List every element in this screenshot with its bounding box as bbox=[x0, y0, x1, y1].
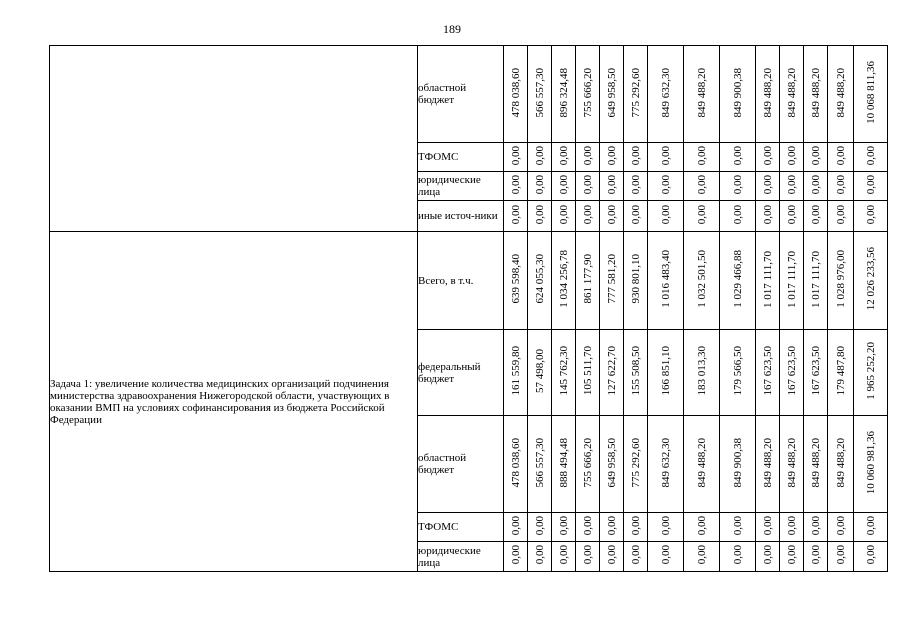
amount-value: 849 488,20 bbox=[695, 437, 708, 488]
amount-cell bbox=[854, 232, 888, 330]
amount-cell bbox=[504, 143, 528, 172]
amount-value: 0,00 bbox=[659, 204, 672, 225]
amount-cell bbox=[854, 201, 888, 232]
amount-value: 0,00 bbox=[834, 174, 847, 195]
amount-cell bbox=[528, 172, 552, 201]
amount-cell bbox=[780, 416, 804, 513]
amount-cell bbox=[720, 46, 756, 143]
amount-cell bbox=[552, 46, 576, 143]
amount-cell bbox=[720, 513, 756, 542]
amount-value: 0,00 bbox=[864, 174, 877, 195]
amount-value: 0,00 bbox=[659, 545, 672, 565]
amount-cell bbox=[552, 330, 576, 416]
amount-cell bbox=[780, 330, 804, 416]
amount-value: 0,00 bbox=[731, 515, 744, 536]
amount-cell bbox=[576, 542, 600, 572]
amount-cell bbox=[756, 542, 780, 572]
amount-value: 478 038,60 bbox=[509, 437, 522, 488]
amount-cell bbox=[756, 172, 780, 201]
amount-cell bbox=[600, 143, 624, 172]
amount-cell bbox=[576, 46, 600, 143]
amount-cell bbox=[600, 416, 624, 513]
funding-source-cell: иные источ-ники bbox=[418, 201, 504, 232]
amount-value: 167 623,50 bbox=[761, 346, 774, 396]
amount-cell bbox=[552, 232, 576, 330]
amount-cell bbox=[504, 232, 528, 330]
amount-cell bbox=[756, 201, 780, 232]
amount-cell bbox=[780, 542, 804, 572]
amount-value: 777 581,20 bbox=[605, 254, 618, 304]
amount-value: 0,00 bbox=[629, 174, 642, 195]
amount-cell bbox=[576, 232, 600, 330]
amount-cell bbox=[684, 232, 720, 330]
amount-value: 0,00 bbox=[581, 204, 594, 225]
funding-source-cell: федеральный бюджет bbox=[418, 330, 504, 416]
amount-value: 167 623,50 bbox=[785, 346, 798, 396]
amount-cell bbox=[552, 416, 576, 513]
amount-cell bbox=[828, 330, 854, 416]
amount-cell bbox=[684, 416, 720, 513]
amount-cell bbox=[552, 201, 576, 232]
amount-value: 0,00 bbox=[581, 174, 594, 195]
amount-cell bbox=[684, 46, 720, 143]
amount-cell bbox=[854, 513, 888, 542]
amount-value: 755 666,20 bbox=[581, 437, 594, 488]
amount-value: 166 851,10 bbox=[659, 346, 672, 396]
amount-value: 10 068 811,36 bbox=[864, 61, 877, 124]
amount-value: 0,00 bbox=[785, 515, 798, 536]
amount-cell bbox=[780, 46, 804, 143]
amount-value: 0,00 bbox=[629, 545, 642, 565]
funding-source-cell: ТФОМС bbox=[418, 143, 504, 172]
amount-value: 0,00 bbox=[557, 174, 570, 195]
amount-cell bbox=[576, 143, 600, 172]
funding-source-cell: юридические лица bbox=[418, 172, 504, 201]
amount-value: 566 557,30 bbox=[533, 67, 546, 118]
amount-value: 0,00 bbox=[731, 545, 744, 565]
table-row bbox=[50, 232, 888, 330]
amount-value: 0,00 bbox=[581, 545, 594, 565]
amount-cell bbox=[576, 201, 600, 232]
amount-cell bbox=[600, 172, 624, 201]
amount-value: 849 488,20 bbox=[761, 437, 774, 488]
amount-cell bbox=[504, 46, 528, 143]
amount-cell bbox=[854, 542, 888, 572]
amount-value: 0,00 bbox=[695, 145, 708, 166]
amount-value: 1 017 111,70 bbox=[785, 250, 798, 308]
amount-value: 1 032 501,50 bbox=[695, 250, 708, 308]
amount-value: 0,00 bbox=[785, 145, 798, 166]
amount-cell bbox=[804, 330, 828, 416]
amount-cell bbox=[624, 513, 648, 542]
amount-value: 849 488,20 bbox=[834, 437, 847, 488]
table-row bbox=[50, 46, 888, 143]
amount-cell bbox=[504, 330, 528, 416]
amount-cell bbox=[648, 330, 684, 416]
amount-value: 0,00 bbox=[834, 145, 847, 166]
amount-value: 775 292,60 bbox=[629, 67, 642, 118]
amount-cell bbox=[528, 542, 552, 572]
blank-task-cell bbox=[50, 46, 418, 232]
amount-cell bbox=[828, 416, 854, 513]
amount-cell bbox=[780, 143, 804, 172]
amount-value: 0,00 bbox=[695, 174, 708, 195]
amount-cell bbox=[854, 172, 888, 201]
amount-cell bbox=[828, 143, 854, 172]
amount-value: 0,00 bbox=[834, 204, 847, 225]
amount-cell bbox=[648, 201, 684, 232]
task-description-cell: Задача 1: увеличение количества медицинских организаций подчинения министерства здравоохранения Нижегородской области, участвующих в оказании ВМП на условиях софинансирования из бюджета Российской Федерации bbox=[50, 232, 418, 572]
amount-value: 1 029 466,88 bbox=[731, 250, 744, 308]
amount-cell bbox=[552, 513, 576, 542]
amount-cell bbox=[756, 232, 780, 330]
amount-value: 0,00 bbox=[695, 204, 708, 225]
amount-cell bbox=[528, 201, 552, 232]
amount-cell bbox=[648, 232, 684, 330]
amount-cell bbox=[854, 416, 888, 513]
amount-value: 0,00 bbox=[605, 515, 618, 536]
amount-cell bbox=[804, 46, 828, 143]
amount-value: 0,00 bbox=[605, 145, 618, 166]
amount-cell bbox=[756, 513, 780, 542]
funding-source-cell: областной бюджет bbox=[418, 416, 504, 513]
amount-cell bbox=[780, 201, 804, 232]
amount-cell bbox=[828, 232, 854, 330]
amount-value: 0,00 bbox=[785, 204, 798, 225]
amount-cell bbox=[624, 330, 648, 416]
amount-value: 0,00 bbox=[834, 545, 847, 565]
amount-cell bbox=[504, 542, 528, 572]
amount-value: 0,00 bbox=[864, 545, 877, 565]
amount-cell bbox=[828, 513, 854, 542]
amount-cell bbox=[854, 330, 888, 416]
amount-cell bbox=[720, 416, 756, 513]
amount-value: 930 801,10 bbox=[629, 254, 642, 304]
amount-value: 0,00 bbox=[659, 174, 672, 195]
amount-cell bbox=[720, 330, 756, 416]
amount-cell bbox=[528, 143, 552, 172]
amount-cell bbox=[624, 232, 648, 330]
funding-source-cell: областной бюджет bbox=[418, 46, 504, 143]
amount-value: 1 016 483,40 bbox=[659, 250, 672, 308]
amount-value: 1 034 256,78 bbox=[557, 250, 570, 308]
amount-value: 1 028 976,00 bbox=[834, 250, 847, 308]
amount-value: 0,00 bbox=[533, 515, 546, 536]
amount-cell bbox=[684, 143, 720, 172]
amount-value: 888 494,48 bbox=[557, 437, 570, 488]
amount-value: 0,00 bbox=[761, 515, 774, 536]
amount-value: 1 017 111,70 bbox=[761, 250, 774, 308]
amount-value: 0,00 bbox=[731, 174, 744, 195]
amount-cell bbox=[576, 513, 600, 542]
amount-value: 0,00 bbox=[864, 204, 877, 225]
amount-value: 755 666,20 bbox=[581, 67, 594, 118]
amount-cell bbox=[528, 46, 552, 143]
amount-cell bbox=[756, 46, 780, 143]
amount-value: 0,00 bbox=[761, 545, 774, 565]
amount-cell bbox=[720, 172, 756, 201]
amount-value: 861 177,90 bbox=[581, 254, 594, 304]
amount-cell bbox=[804, 416, 828, 513]
amount-cell bbox=[504, 416, 528, 513]
amount-value: 0,00 bbox=[695, 515, 708, 536]
amount-value: 0,00 bbox=[509, 515, 522, 536]
amount-value: 0,00 bbox=[533, 174, 546, 195]
amount-value: 10 060 981,36 bbox=[864, 430, 877, 495]
amount-value: 0,00 bbox=[557, 545, 570, 565]
amount-value: 179 566,50 bbox=[731, 346, 744, 396]
amount-value: 0,00 bbox=[809, 174, 822, 195]
amount-cell bbox=[804, 172, 828, 201]
amount-cell bbox=[648, 513, 684, 542]
amount-cell bbox=[804, 513, 828, 542]
amount-value: 179 487,80 bbox=[834, 346, 847, 396]
amount-value: 0,00 bbox=[785, 545, 798, 565]
amount-cell bbox=[576, 330, 600, 416]
amount-value: 849 488,20 bbox=[809, 67, 822, 118]
amount-cell bbox=[804, 542, 828, 572]
amount-cell bbox=[854, 46, 888, 143]
amount-value: 161 559,80 bbox=[509, 346, 522, 396]
amount-value: 0,00 bbox=[557, 145, 570, 166]
amount-cell bbox=[684, 330, 720, 416]
amount-value: 649 958,50 bbox=[605, 437, 618, 488]
amount-value: 57 498,00 bbox=[533, 349, 546, 393]
amount-cell bbox=[600, 330, 624, 416]
amount-cell bbox=[504, 513, 528, 542]
amount-cell bbox=[720, 232, 756, 330]
amount-value: 649 958,50 bbox=[605, 67, 618, 118]
amount-cell bbox=[624, 172, 648, 201]
amount-value: 0,00 bbox=[864, 145, 877, 166]
amount-cell bbox=[600, 232, 624, 330]
amount-cell bbox=[720, 542, 756, 572]
amount-value: 0,00 bbox=[581, 515, 594, 536]
amount-value: 0,00 bbox=[509, 204, 522, 225]
amount-value: 1 017 111,70 bbox=[809, 250, 822, 308]
page-number: 189 bbox=[443, 22, 461, 36]
amount-cell bbox=[552, 143, 576, 172]
amount-cell bbox=[648, 46, 684, 143]
amount-value: 849 488,20 bbox=[761, 67, 774, 118]
amount-cell bbox=[648, 143, 684, 172]
amount-value: 0,00 bbox=[731, 204, 744, 225]
amount-cell bbox=[720, 143, 756, 172]
amount-value: 0,00 bbox=[659, 145, 672, 166]
amount-cell bbox=[828, 172, 854, 201]
amount-cell bbox=[504, 172, 528, 201]
amount-value: 167 623,50 bbox=[809, 346, 822, 396]
amount-cell bbox=[624, 46, 648, 143]
amount-cell bbox=[600, 542, 624, 572]
amount-cell bbox=[756, 330, 780, 416]
amount-cell bbox=[624, 542, 648, 572]
amount-cell bbox=[684, 513, 720, 542]
amount-value: 849 900,38 bbox=[731, 437, 744, 488]
funding-source-cell: Всего, в т.ч. bbox=[418, 232, 504, 330]
amount-cell bbox=[720, 201, 756, 232]
amount-cell bbox=[804, 201, 828, 232]
amount-value: 0,00 bbox=[761, 174, 774, 195]
amount-value: 0,00 bbox=[629, 515, 642, 536]
amount-value: 0,00 bbox=[533, 545, 546, 565]
amount-value: 849 632,30 bbox=[659, 437, 672, 488]
amount-value: 0,00 bbox=[557, 515, 570, 536]
amount-value: 105 511,70 bbox=[581, 346, 594, 396]
amount-cell bbox=[756, 143, 780, 172]
amount-cell bbox=[828, 46, 854, 143]
funding-source-cell: юридические лица bbox=[418, 542, 504, 572]
amount-cell bbox=[780, 513, 804, 542]
amount-value: 0,00 bbox=[581, 145, 594, 166]
amount-value: 849 900,38 bbox=[731, 67, 744, 118]
amount-value: 0,00 bbox=[761, 145, 774, 166]
amount-cell bbox=[804, 143, 828, 172]
amount-value: 0,00 bbox=[509, 145, 522, 166]
amount-cell bbox=[504, 201, 528, 232]
amount-value: 127 622,70 bbox=[605, 346, 618, 396]
amount-cell bbox=[552, 542, 576, 572]
amount-value: 0,00 bbox=[605, 174, 618, 195]
amount-cell bbox=[648, 172, 684, 201]
amount-value: 639 598,40 bbox=[509, 254, 522, 304]
amount-value: 0,00 bbox=[533, 145, 546, 166]
amount-value: 0,00 bbox=[557, 204, 570, 225]
amount-value: 849 632,30 bbox=[659, 67, 672, 118]
amount-cell bbox=[804, 232, 828, 330]
amount-cell bbox=[576, 416, 600, 513]
amount-cell bbox=[756, 416, 780, 513]
amount-value: 849 488,20 bbox=[785, 437, 798, 488]
amount-cell bbox=[648, 542, 684, 572]
amount-cell bbox=[684, 542, 720, 572]
amount-value: 849 488,20 bbox=[695, 67, 708, 118]
amount-value: 0,00 bbox=[761, 204, 774, 225]
amount-value: 0,00 bbox=[695, 545, 708, 565]
amount-cell bbox=[624, 416, 648, 513]
amount-value: 0,00 bbox=[629, 204, 642, 225]
amount-value: 775 292,60 bbox=[629, 437, 642, 488]
amount-value: 849 488,20 bbox=[785, 67, 798, 118]
amount-value: 849 488,20 bbox=[809, 437, 822, 488]
amount-value: 0,00 bbox=[509, 545, 522, 565]
amount-value: 0,00 bbox=[809, 545, 822, 565]
amount-value: 0,00 bbox=[659, 515, 672, 536]
amount-cell bbox=[780, 232, 804, 330]
amount-value: 0,00 bbox=[509, 174, 522, 195]
amount-value: 0,00 bbox=[605, 545, 618, 565]
amount-cell bbox=[528, 232, 552, 330]
amount-value: 896 324,48 bbox=[557, 67, 570, 118]
amount-value: 0,00 bbox=[533, 204, 546, 225]
amount-value: 0,00 bbox=[605, 204, 618, 225]
amount-value: 849 488,20 bbox=[834, 67, 847, 118]
amount-cell bbox=[684, 201, 720, 232]
amount-cell bbox=[600, 46, 624, 143]
amount-value: 0,00 bbox=[809, 515, 822, 536]
amount-cell bbox=[854, 143, 888, 172]
amount-value: 1 965 252,20 bbox=[864, 342, 877, 400]
amount-cell bbox=[828, 542, 854, 572]
amount-value: 566 557,30 bbox=[533, 437, 546, 488]
amount-cell bbox=[780, 172, 804, 201]
amount-value: 145 762,30 bbox=[557, 346, 570, 396]
budget-table bbox=[49, 45, 888, 572]
amount-cell bbox=[576, 172, 600, 201]
funding-source-cell: ТФОМС bbox=[418, 513, 504, 542]
amount-value: 0,00 bbox=[629, 145, 642, 166]
amount-cell bbox=[528, 330, 552, 416]
amount-value: 0,00 bbox=[809, 204, 822, 225]
amount-cell bbox=[684, 172, 720, 201]
amount-cell bbox=[528, 416, 552, 513]
amount-value: 478 038,60 bbox=[509, 67, 522, 118]
amount-value: 0,00 bbox=[785, 174, 798, 195]
amount-value: 624 055,30 bbox=[533, 254, 546, 304]
amount-cell bbox=[552, 172, 576, 201]
amount-value: 0,00 bbox=[731, 145, 744, 166]
amount-cell bbox=[624, 143, 648, 172]
amount-cell bbox=[624, 201, 648, 232]
amount-value: 12 026 233,56 bbox=[864, 247, 877, 311]
amount-value: 0,00 bbox=[864, 515, 877, 536]
amount-cell bbox=[828, 201, 854, 232]
amount-cell bbox=[600, 201, 624, 232]
amount-value: 155 508,50 bbox=[629, 346, 642, 396]
amount-value: 0,00 bbox=[834, 515, 847, 536]
amount-value: 183 013,30 bbox=[695, 346, 708, 396]
amount-cell bbox=[600, 513, 624, 542]
amount-value: 0,00 bbox=[809, 145, 822, 166]
amount-cell bbox=[648, 416, 684, 513]
amount-cell bbox=[528, 513, 552, 542]
